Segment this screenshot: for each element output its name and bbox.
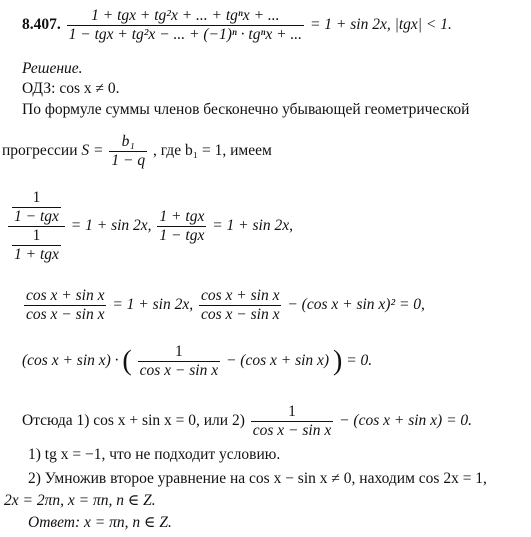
text-line-1: По формуле суммы членов бесконечно убывающей геометрической <box>22 101 470 118</box>
eq3-close-paren: ) <box>332 345 343 377</box>
eq3-f-num: 1 <box>174 343 183 360</box>
eq3-lhs: (cos x + sin x) · <box>22 352 119 370</box>
equation-4 <box>22 404 472 439</box>
eq3-rhs: = 0. <box>346 352 373 370</box>
eq4-right: − (cos x + sin x) = 0. <box>339 412 473 430</box>
upper-den: 1 − tgx <box>14 208 59 225</box>
eq3-f-den: cos x − sin x <box>139 362 219 379</box>
eq2-f1-den: cos x − sin x <box>26 306 105 323</box>
eq1-rhs2: = 1 + sin 2x, <box>212 217 293 235</box>
upper-num: 1 <box>32 189 41 206</box>
solution-label: Решение. <box>22 60 83 77</box>
eq2-f1-num: cos x + sin x <box>26 287 105 304</box>
eq3-fraction <box>138 344 220 379</box>
problem-statement <box>22 8 452 43</box>
equation-2 <box>22 288 425 323</box>
line-7: 2x = 2πn, x = πn, n ∈ Z. <box>4 492 156 509</box>
eq2-f2-num: cos x + sin x <box>200 287 280 304</box>
sum-fraction <box>109 134 147 169</box>
eq4-f-den: cos x − sin x <box>252 422 332 439</box>
equation-3 <box>22 344 372 379</box>
progression-tail: , где b₁ = 1, имеем <box>152 142 272 160</box>
eq2-rhs1: = 1 + sin 2x, <box>112 296 194 314</box>
sum-denominator: 1 − q <box>111 152 146 169</box>
eq1-f2-num: 1 + tgx <box>159 208 205 225</box>
eq1-rhs1: = 1 + sin 2x, <box>70 217 152 235</box>
lower-fraction <box>12 228 61 263</box>
progression-line <box>2 134 272 169</box>
problem-fraction <box>67 8 304 43</box>
compound-fraction <box>8 190 65 263</box>
line-6: 2) Умножив второе уравнение на cos x − sin x ≠ 0, находим cos 2x = 1, <box>28 470 487 487</box>
lower-num: 1 <box>32 227 41 244</box>
eq2-rhs2: − (cos x + sin x)² = 0, <box>287 296 425 314</box>
answer-value: x = πn, n ∈ Z. <box>84 514 172 531</box>
eq3-mid: − (cos x + sin x) <box>225 352 330 370</box>
eq2-fraction-1 <box>24 288 106 323</box>
lower-den: 1 + tgx <box>14 246 59 263</box>
sum-s: S = <box>81 142 104 160</box>
eq4-left: Отсюда 1) cos x + sin x = 0, или 2) <box>22 412 245 430</box>
problem-denominator: 1 − tgx + tg²x − ... + (−1)ⁿ · tgⁿx + ... <box>68 26 303 43</box>
sum-numerator: b₁ <box>121 133 135 150</box>
eq1-f2-den: 1 − tgx <box>159 227 205 244</box>
eq3-open-paren: ( <box>122 345 132 377</box>
eq1-fraction-2 <box>157 209 206 244</box>
equation-1 <box>6 190 293 263</box>
problem-number: 8.407. <box>22 16 61 34</box>
eq4-f-num: 1 <box>288 403 296 420</box>
answer-label: Ответ: <box>28 514 81 531</box>
eq4-fraction <box>251 404 333 439</box>
eq2-fraction-2 <box>199 288 281 323</box>
progression-word: прогрессии <box>2 142 78 160</box>
problem-numerator: 1 + tgx + tg²x + ... + tgⁿx + ... <box>91 7 280 24</box>
upper-fraction <box>12 190 61 225</box>
eq2-f2-den: cos x − sin x <box>200 306 280 323</box>
problem-rhs: = 1 + sin 2x, |tgx| < 1. <box>309 16 452 34</box>
answer-line <box>28 514 172 532</box>
odz-line: ОДЗ: cos x ≠ 0. <box>22 80 120 97</box>
line-5: 1) tg x = −1, что не подходит условию. <box>28 446 281 463</box>
